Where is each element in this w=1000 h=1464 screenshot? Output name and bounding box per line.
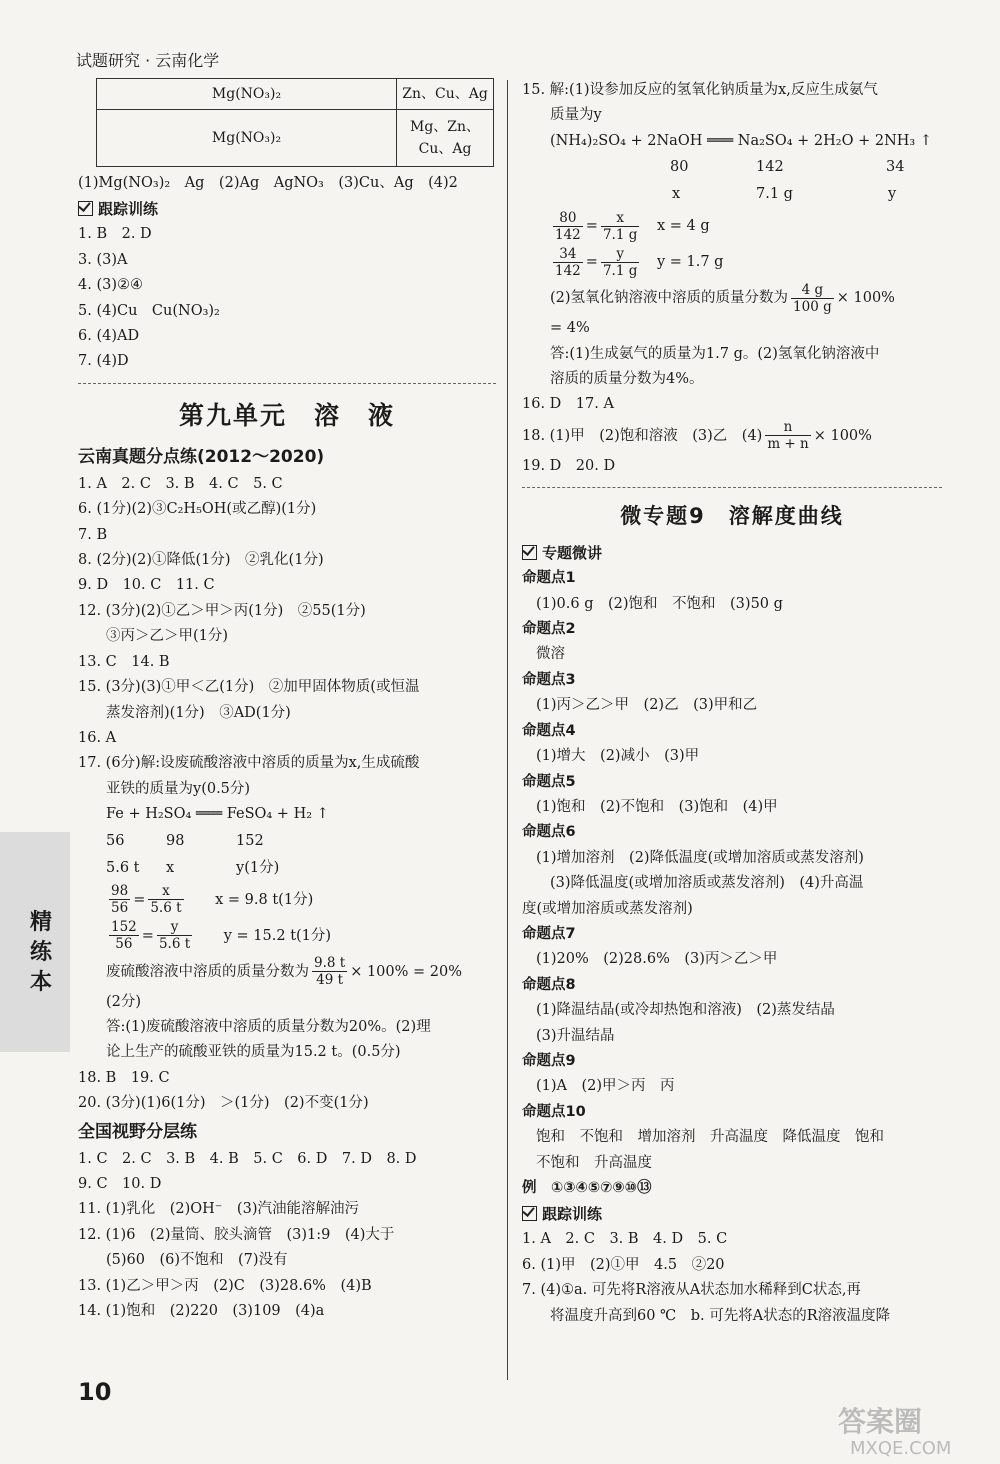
table-cell: Zn、Cu、Ag: [397, 79, 494, 110]
list-item: (1)0.6 g (2)饱和 不饱和 (3)50 g: [536, 595, 783, 612]
list-item: 14. (1)饱和 (2)220 (3)109 (4)a: [78, 1303, 325, 1319]
list-item: (1)饱和 (2)不饱和 (3)饱和 (4)甲: [536, 798, 778, 815]
mass-fraction: 废硫酸溶液中溶质的质量分数为 $\frac{9.8 t}{49 t}$ × 100% = 20%: [106, 955, 462, 989]
list-item: 度(或增加溶质或蒸发溶剂): [522, 900, 693, 917]
example-line: 例 ①③④⑤⑦⑨⑩⑬: [522, 1180, 652, 1196]
list-item: (5)60 (6)不饱和 (7)没有: [106, 1252, 288, 1269]
ratio-x: $\frac{80}{142}$ = $\frac{x}{7.1 g}$ x = 4 g: [555, 209, 710, 243]
track-list: [78, 222, 496, 374]
track-training-heading: 跟踪训练: [78, 196, 496, 222]
list-item: 论上生产的硫酸亚铁的质量为15.2 t。(0.5分): [106, 1044, 401, 1061]
ratio-x: $\frac{98}{56}$ = $\frac{x}{5.6 t}$ x = 9.8 t(1分): [111, 883, 314, 917]
micro-topic-title: 微专题9 溶解度曲线: [620, 504, 844, 529]
check-icon: [522, 1206, 537, 1221]
list-item: 亚铁的质量为y(0.5分): [106, 780, 251, 797]
ratio-y: $\frac{152}{56}$ = $\frac{y}{5.6 t}$ y = 15.2 t(1分): [111, 919, 332, 953]
list-item: 15. 解:(1)设参加反应的氢氧化钠质量为x,反应生成氨气: [522, 82, 878, 98]
list-item: 答:(1)废硫酸溶液中溶质的质量分数为20%。(2)理: [106, 1018, 431, 1035]
list-item: 1. A 2. C 3. B 4. C 5. C: [78, 475, 283, 492]
list-item: 13. C 14. B: [78, 653, 170, 670]
point-title: 命题点2: [522, 621, 576, 638]
table-row: [97, 79, 494, 110]
unit-title: 第九单元 溶 液: [178, 400, 395, 430]
page-number: 10: [78, 1378, 112, 1406]
list-item: 不饱和 升高温度: [536, 1154, 652, 1171]
point-title: 命题点8: [522, 976, 576, 993]
page-header: 试题研究 · 云南化学: [76, 51, 220, 70]
list-item: 1. A 2. C 3. B 4. D 5. C: [522, 1231, 728, 1248]
list-item: 微溶: [536, 646, 565, 663]
list-item: 溶质的质量分数为4%。: [550, 371, 704, 388]
list-item: 7. (4)①a. 可先将R溶液从A状态加水稀释到C状态,再: [522, 1282, 861, 1299]
check-icon: [522, 545, 537, 560]
right-column: [522, 78, 942, 1329]
watermark-url: MXQE.COM: [850, 1438, 952, 1459]
chemical-equation: (NH₄)₂SO₄ + 2NaOH ═══ Na₂SO₄ + 2H₂O + 2NH₃ ↑: [550, 132, 932, 149]
list-item: 19. D 20. D: [522, 457, 616, 474]
list-item: 质量为y: [550, 107, 602, 124]
list-item: 9. D 10. C 11. C: [78, 577, 215, 594]
list-item: 15. (3分)(3)①甲＜乙(1分) ②加甲固体物质(或恒温: [78, 679, 420, 696]
side-tab-label: 精练本: [30, 910, 53, 995]
check-icon: [78, 201, 93, 216]
list-item: (1)降温结晶(或冷却热饱和溶液) (2)蒸发结晶: [536, 1002, 835, 1019]
section-title: 全国视野分层练: [78, 1121, 197, 1142]
point-title: 命题点6: [522, 824, 576, 841]
table-row: [97, 110, 494, 167]
list-item: (1)增大 (2)减小 (3)甲: [536, 748, 700, 765]
list-item: (3)升温结晶: [536, 1027, 615, 1044]
list-item: 4. (3)②④: [78, 277, 143, 294]
section-divider: [522, 487, 942, 488]
point-title: 命题点1: [522, 570, 576, 587]
section-title: 云南真题分点练(2012～2020): [78, 446, 325, 467]
list-item: 20. (3分)(1)6(1分) ＞(1分) (2)不变(1分): [78, 1095, 369, 1112]
list-item: 6. (1分)(2)③C₂H₅OH(或乙醇)(1分): [78, 501, 317, 518]
list-item: 7. (4)D: [78, 353, 129, 370]
list-item: 18. (1)甲 (2)饱和溶液 (3)乙 (4) $\frac{n}{m + n}$ × 100%: [522, 419, 872, 453]
list-item: 9. C 10. D: [78, 1175, 162, 1192]
point-title: 命题点9: [522, 1052, 576, 1069]
equation-masses: 80 142 34: [670, 159, 905, 176]
list-item: 5. (4)Cu Cu(NO₃)₂: [78, 302, 220, 319]
ratio-y: $\frac{34}{142}$ = $\frac{y}{7.1 g}$ y = 1.7 g: [555, 245, 724, 279]
list-item: 18. B 19. C: [78, 1069, 170, 1086]
list-item: 16. D 17. A: [522, 396, 614, 413]
point-title: 命题点7: [522, 925, 576, 942]
list-item: 蒸发溶剂)(1分) ③AD(1分): [106, 704, 291, 721]
list-item: (1)20% (2)28.6% (3)丙＞乙＞甲: [536, 951, 778, 968]
list-item: 6. (4)AD: [78, 328, 140, 345]
mass-fraction: (2)氢氧化钠溶液中溶质的质量分数为 $\frac{4 g}{100 g}$ × 100%: [550, 281, 895, 315]
list-item: (1)A (2)甲＞丙 丙: [536, 1078, 675, 1095]
answer-table: [96, 78, 494, 167]
left-column: [78, 78, 496, 1324]
list-item: = 4%: [550, 320, 590, 337]
equation-masses: 56 98 152: [106, 832, 264, 849]
watermark-logo: 答案圈: [838, 1405, 923, 1438]
list-item: (1)丙＞乙＞甲 (2)乙 (3)甲和乙: [536, 697, 758, 714]
table-cell: Mg(NO₃)₂: [97, 79, 397, 110]
list-item: 饱和 不饱和 增加溶剂 升高温度 降低温度 饱和: [536, 1129, 884, 1146]
column-divider: [507, 80, 508, 1380]
answer-line: (1)Mg(NO₃)₂ Ag (2)Ag AgNO₃ (3)Cu、Ag (4)2: [78, 175, 458, 191]
section-divider: [78, 383, 496, 384]
list-item: 7. B: [78, 526, 108, 543]
list-item: (1)增加溶剂 (2)降低温度(或增加溶质或蒸发溶剂): [536, 849, 864, 866]
list-item: ③丙＞乙＞甲(1分): [106, 628, 229, 645]
list-item: 12. (3分)(2)①乙＞甲＞丙(1分) ②55(1分): [78, 602, 366, 619]
point-title: 命题点4: [522, 722, 576, 739]
equation-values: x 7.1 g y: [672, 186, 897, 203]
list-item: 13. (1)乙＞甲＞丙 (2)C (3)28.6% (4)B: [78, 1277, 372, 1294]
table-cell: Mg(NO₃)₂: [97, 110, 397, 167]
list-item: 11. (1)乳化 (2)OH⁻ (3)汽油能溶解油污: [78, 1201, 359, 1218]
point-title: 命题点10: [522, 1103, 586, 1120]
point-title: 命题点5: [522, 773, 576, 790]
list-item: (3)降低温度(或增加溶质或蒸发溶剂) (4)升高温: [550, 875, 864, 892]
list-item: 12. (1)6 (2)量筒、胶头滴管 (3)1:9 (4)大于: [78, 1226, 395, 1243]
equation-values: 5.6 t x y(1分): [106, 859, 280, 876]
list-item: 17. (6分)解:设废硫酸溶液中溶质的质量为x,生成硫酸: [78, 755, 420, 772]
point-title: 命题点3: [522, 671, 576, 688]
chemical-equation: Fe + H₂SO₄ ═══ FeSO₄ + H₂ ↑: [106, 806, 329, 823]
track-training-heading: 跟踪训练: [522, 1201, 942, 1227]
lecture-heading: 专题微讲: [522, 540, 942, 566]
list-item: 1. C 2. C 3. B 4. B 5. C 6. D 7. D 8. D: [78, 1150, 417, 1167]
list-item: 将温度升高到60 ℃ b. 可先将A状态的R溶液温度降: [550, 1307, 891, 1324]
list-item: 8. (2分)(2)①降低(1分) ②乳化(1分): [78, 552, 324, 569]
list-item: 16. A: [78, 729, 117, 746]
list-item: 6. (1)甲 (2)①甲 4.5 ②20: [522, 1256, 725, 1273]
list-item: 3. (3)A: [78, 251, 128, 268]
list-item: 1. B 2. D: [78, 226, 152, 243]
list-item: 答:(1)生成氨气的质量为1.7 g。(2)氢氧化钠溶液中: [550, 345, 880, 362]
list-item: (2分): [106, 993, 142, 1010]
table-cell: Mg、Zn、Cu、Ag: [397, 110, 494, 167]
